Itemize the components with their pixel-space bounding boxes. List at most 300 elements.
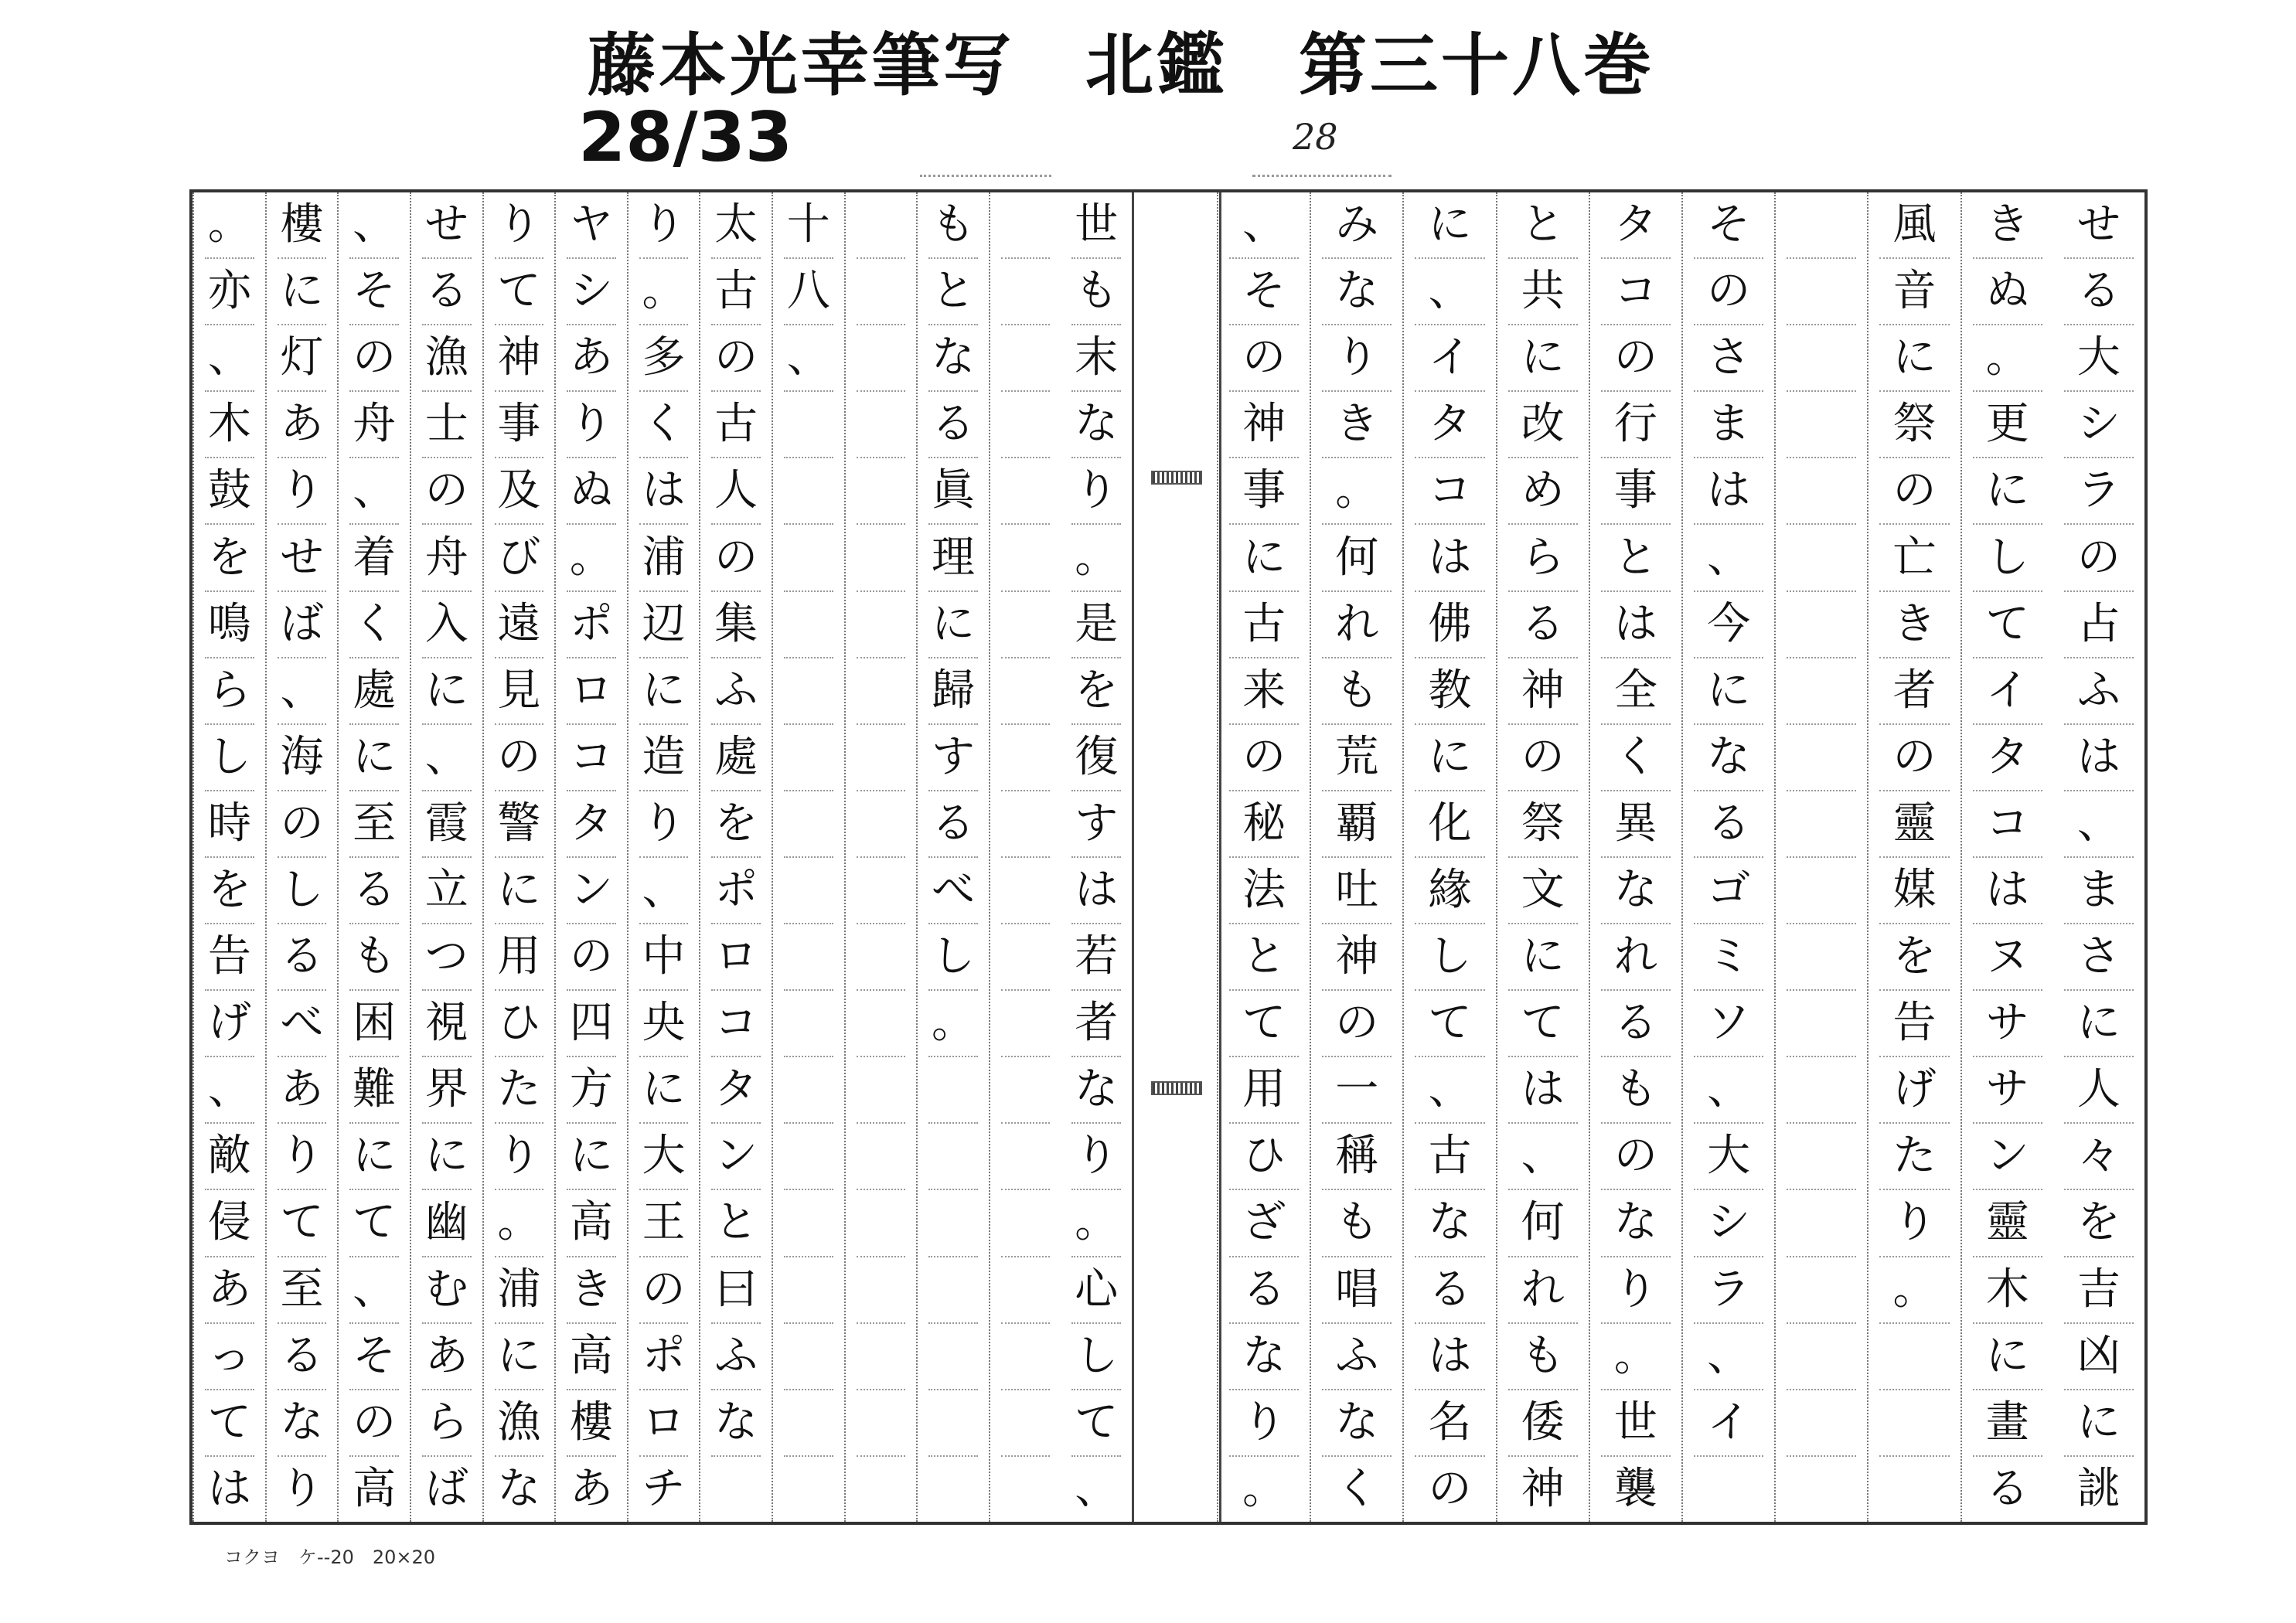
manuscript-cell: く <box>639 392 689 458</box>
manuscript-cell: く <box>1335 1463 1379 1514</box>
manuscript-cell: せ <box>2064 192 2134 259</box>
manuscript-cell: ロ <box>639 1390 689 1457</box>
manuscript-cell: 改 <box>1508 392 1578 458</box>
manuscript-cell: ポ <box>711 858 761 924</box>
manuscript-cell: り <box>278 458 327 525</box>
manuscript-column <box>410 192 482 1522</box>
manuscript-cell <box>1787 1257 1856 1324</box>
manuscript-cell: る <box>349 858 399 924</box>
manuscript-cell: り <box>1229 1390 1299 1457</box>
manuscript-cell: の <box>278 791 327 858</box>
manuscript-cell: ま <box>2064 858 2134 924</box>
manuscript-cell <box>928 1057 978 1124</box>
manuscript-cell: 大 <box>639 1124 689 1190</box>
manuscript-cell: 者 <box>1879 658 1949 725</box>
manuscript-cell: 太 <box>711 192 761 259</box>
manuscript-cell: の <box>1322 991 1392 1057</box>
manuscript-cell: ぬ <box>1973 259 2042 325</box>
manuscript-cell: の <box>1508 725 1578 791</box>
manuscript-cell: て <box>1508 991 1578 1057</box>
manuscript-cell: 唱 <box>1322 1257 1392 1324</box>
manuscript-cell: 至 <box>349 791 399 858</box>
manuscript-cell <box>784 392 833 458</box>
manuscript-cell: 。 <box>567 525 616 591</box>
manuscript-cell <box>784 1457 833 1522</box>
manuscript-cell <box>928 1390 978 1457</box>
manuscript-cell: の <box>711 325 761 392</box>
manuscript-cell: 、 <box>784 325 833 392</box>
document-title: 藤本光幸筆写 北鑑 第三十八巻 <box>588 26 1655 105</box>
manuscript-cell <box>1001 791 1051 858</box>
manuscript-cell: ン <box>711 1124 761 1190</box>
manuscript-cell <box>857 1324 906 1390</box>
manuscript-cell <box>1001 392 1051 458</box>
manuscript-cell <box>1001 1124 1051 1190</box>
manuscript-cell: ら <box>422 1390 472 1457</box>
manuscript-cell: 處 <box>349 658 399 725</box>
manuscript-cell: 祭 <box>1879 392 1949 458</box>
manuscript-cell <box>1879 1457 1949 1522</box>
manuscript-cell: 時 <box>205 791 254 858</box>
manuscript-cell <box>857 325 906 392</box>
manuscript-cell: 亦 <box>205 259 254 325</box>
manuscript-cell: ざ <box>1229 1190 1299 1257</box>
manuscript-cell: る <box>1508 592 1578 658</box>
manuscript-cell: 世 <box>1071 192 1121 259</box>
manuscript-cell: の <box>1428 1463 1472 1514</box>
manuscript-cell <box>1787 392 1856 458</box>
manuscript-cell: の <box>1229 325 1299 392</box>
manuscript-cell: 入 <box>422 592 472 658</box>
manuscript-cell: 神 <box>1521 1463 1565 1514</box>
manuscript-cell: 、 <box>1415 259 1484 325</box>
manuscript-cell: 高 <box>567 1324 616 1390</box>
manuscript-cell: 。 <box>1322 458 1392 525</box>
manuscript-column <box>1217 192 1310 1522</box>
manuscript-cell: 、 <box>1415 1057 1484 1124</box>
manuscript-cell <box>1001 1190 1051 1257</box>
manuscript-cell: る <box>422 259 472 325</box>
manuscript-cell: は <box>1071 858 1121 924</box>
manuscript-cell: 吉 <box>2064 1257 2134 1324</box>
manuscript-cell: 、 <box>205 1057 254 1124</box>
manuscript-cell: 教 <box>1415 658 1484 725</box>
manuscript-cell: 復 <box>1071 725 1121 791</box>
top-dotted-mark-right <box>1252 175 1392 177</box>
manuscript-cell: 界 <box>422 1057 472 1124</box>
manuscript-cell <box>784 1390 833 1457</box>
manuscript-cell: て <box>349 1190 399 1257</box>
manuscript-left-page <box>192 192 1132 1522</box>
manuscript-cell: 神 <box>495 325 544 392</box>
manuscript-cell: そ <box>1229 259 1299 325</box>
manuscript-cell: ヌ <box>1973 924 2042 991</box>
manuscript-cell: コ <box>567 725 616 791</box>
manuscript-cell: に <box>567 1124 616 1190</box>
manuscript-cell: る <box>278 1324 327 1390</box>
manuscript-cell <box>1787 1390 1856 1457</box>
manuscript-cell: 處 <box>711 725 761 791</box>
manuscript-cell: ポ <box>567 592 616 658</box>
manuscript-cell: あ <box>569 1463 613 1514</box>
manuscript-cell: し <box>1415 924 1484 991</box>
manuscript-cell <box>1787 525 1856 591</box>
manuscript-cell: り <box>495 192 544 259</box>
manuscript-column <box>916 192 989 1522</box>
manuscript-cell: 古 <box>1415 1124 1484 1190</box>
manuscript-cell: チ <box>642 1463 686 1514</box>
manuscript-cell: げ <box>205 991 254 1057</box>
manuscript-column <box>1496 192 1589 1522</box>
manuscript-cell: を <box>205 858 254 924</box>
manuscript-cell <box>1787 1324 1856 1390</box>
manuscript-cell: の <box>422 458 472 525</box>
manuscript-cell: 。 <box>1973 325 2042 392</box>
manuscript-cell: 敵 <box>205 1124 254 1190</box>
manuscript-cell <box>784 725 833 791</box>
manuscript-cell: 秘 <box>1229 791 1299 858</box>
manuscript-cell: ロ <box>711 924 761 991</box>
manuscript-cell: 央 <box>639 991 689 1057</box>
manuscript-cell: 警 <box>495 791 544 858</box>
manuscript-cell: 化 <box>1415 791 1484 858</box>
manuscript-cell: も <box>1601 1057 1671 1124</box>
manuscript-cell <box>1787 791 1856 858</box>
manuscript-cell <box>784 658 833 725</box>
manuscript-cell: 幽 <box>422 1190 472 1257</box>
manuscript-cell: 見 <box>495 658 544 725</box>
manuscript-cell: 王 <box>639 1190 689 1257</box>
manuscript-cell: め <box>1508 458 1578 525</box>
manuscript-cell: 告 <box>205 924 254 991</box>
manuscript-cell: 海 <box>278 725 327 791</box>
manuscript-cell: な <box>1601 858 1671 924</box>
manuscript-cell: な <box>1601 1190 1671 1257</box>
manuscript-cell <box>784 1124 833 1190</box>
manuscript-column <box>1867 192 1960 1522</box>
manuscript-column <box>265 192 338 1522</box>
manuscript-cell <box>784 1257 833 1324</box>
manuscript-cell: は <box>1601 592 1671 658</box>
manuscript-cell <box>1001 1324 1051 1390</box>
manuscript-cell: に <box>422 658 472 725</box>
manuscript-column <box>1061 192 1132 1522</box>
manuscript-cell: る <box>278 924 327 991</box>
manuscript-cell: に <box>2064 1390 2134 1457</box>
manuscript-cell: の <box>495 725 544 791</box>
manuscript-column <box>627 192 700 1522</box>
manuscript-right-page <box>1217 192 2144 1522</box>
manuscript-cell: 木 <box>205 392 254 458</box>
manuscript-cell: り <box>567 392 616 458</box>
manuscript-cell: に <box>1229 525 1299 591</box>
manuscript-cell: ふ <box>2064 658 2134 725</box>
manuscript-cell: 者 <box>1071 991 1121 1057</box>
manuscript-cell: に <box>928 592 978 658</box>
manuscript-cell: さ <box>2064 924 2134 991</box>
manuscript-cell: り <box>495 1124 544 1190</box>
manuscript-cell: シ <box>567 259 616 325</box>
manuscript-cell: ソ <box>1694 991 1763 1057</box>
manuscript-cell: 荒 <box>1322 725 1392 791</box>
manuscript-cell <box>857 1390 906 1457</box>
manuscript-cell: り <box>1879 1190 1949 1257</box>
manuscript-cell: 眞 <box>928 458 978 525</box>
manuscript-cell <box>784 525 833 591</box>
manuscript-cell: ン <box>567 858 616 924</box>
manuscript-cell: ふ <box>1322 1324 1392 1390</box>
manuscript-cell: 、 <box>278 658 327 725</box>
manuscript-cell: 。 <box>1601 1324 1671 1390</box>
manuscript-cell: の <box>349 1390 399 1457</box>
manuscript-cell <box>857 1124 906 1190</box>
manuscript-cell: 鳴 <box>205 592 254 658</box>
manuscript-cell: ヤ <box>567 192 616 259</box>
manuscript-cell: 至 <box>278 1257 327 1324</box>
manuscript-column <box>989 192 1061 1522</box>
manuscript-cell <box>1001 259 1051 325</box>
manuscript-cell <box>857 991 906 1057</box>
manuscript-cell: 遠 <box>495 592 544 658</box>
manuscript-cell: に <box>639 658 689 725</box>
manuscript-cell <box>1001 924 1051 991</box>
manuscript-cell: 覇 <box>1322 791 1392 858</box>
manuscript-column <box>1310 192 1402 1522</box>
page-counter: 28/33 <box>578 97 793 177</box>
manuscript-cell <box>857 1457 906 1522</box>
manuscript-cell: な <box>1415 1190 1484 1257</box>
manuscript-column <box>2053 192 2144 1522</box>
manuscript-cell: 十 <box>784 192 833 259</box>
manuscript-cell: も <box>928 192 978 259</box>
document-header <box>588 23 1654 108</box>
manuscript-cell: る <box>1601 991 1671 1057</box>
manuscript-cell <box>928 1257 978 1324</box>
manuscript-cell: あ <box>278 392 327 458</box>
manuscript-cell <box>784 858 833 924</box>
manuscript-cell <box>711 1457 761 1522</box>
manuscript-cell: る <box>928 392 978 458</box>
manuscript-cell: 中 <box>639 924 689 991</box>
manuscript-cell: シ <box>1694 1190 1763 1257</box>
manuscript-cell: 八 <box>784 259 833 325</box>
manuscript-cell: る <box>1229 1257 1299 1324</box>
manuscript-cell: 、 <box>1508 1124 1578 1190</box>
manuscript-cell <box>857 858 906 924</box>
manuscript-cell: 集 <box>711 592 761 658</box>
manuscript-cell: 高 <box>353 1463 397 1514</box>
manuscript-cell: 襲 <box>1613 1463 1657 1514</box>
manuscript-cell: て <box>278 1190 327 1257</box>
manuscript-cell <box>857 1257 906 1324</box>
manuscript-cell: 。 <box>1879 1257 1949 1324</box>
manuscript-cell: 亡 <box>1879 525 1949 591</box>
manuscript-cell: べ <box>928 858 978 924</box>
manuscript-cell: も <box>1322 1190 1392 1257</box>
manuscript-cell <box>1001 1057 1051 1124</box>
manuscript-cell: 。 <box>639 259 689 325</box>
manuscript-cell: き <box>1973 192 2042 259</box>
manuscript-cell: 何 <box>1508 1190 1578 1257</box>
manuscript-cell: あ <box>567 325 616 392</box>
manuscript-cell <box>857 592 906 658</box>
manuscript-cell: タ <box>1601 192 1671 259</box>
manuscript-cell <box>784 1190 833 1257</box>
manuscript-cell <box>784 1057 833 1124</box>
manuscript-cell: 是 <box>1071 592 1121 658</box>
manuscript-cell <box>1787 325 1856 392</box>
manuscript-cell: 理 <box>928 525 978 591</box>
paper-brand-label: コクヨ ケ--20 20×20 <box>224 1546 436 1568</box>
manuscript-cell: ら <box>205 658 254 725</box>
manuscript-cell <box>784 1324 833 1390</box>
manuscript-cell: 浦 <box>639 525 689 591</box>
manuscript-cell: に <box>1508 325 1578 392</box>
manuscript-cell: る <box>2064 259 2134 325</box>
manuscript-column <box>482 192 555 1522</box>
manuscript-cell <box>1787 1057 1856 1124</box>
manuscript-cell: る <box>1985 1463 2029 1514</box>
manuscript-cell <box>1787 1190 1856 1257</box>
manuscript-cell: 誂 <box>2076 1463 2121 1514</box>
manuscript-cell <box>1001 725 1051 791</box>
manuscript-cell: な <box>1071 392 1121 458</box>
manuscript-cell: ン <box>1973 1124 2042 1190</box>
manuscript-cell: ラ <box>1694 1257 1763 1324</box>
manuscript-cell: 、 <box>1694 1057 1763 1124</box>
manuscript-cell: の <box>1879 725 1949 791</box>
manuscript-cell: は <box>639 458 689 525</box>
gutter-mark-top <box>1151 471 1202 485</box>
manuscript-cell: て <box>1973 592 2042 658</box>
manuscript-cell: の <box>1229 725 1299 791</box>
manuscript-cell: べ <box>278 991 327 1057</box>
manuscript-cell: り <box>1322 325 1392 392</box>
manuscript-cell <box>1787 1124 1856 1190</box>
manuscript-cell: 古 <box>711 392 761 458</box>
manuscript-cell: み <box>1322 192 1392 259</box>
manuscript-cell: げ <box>1879 1057 1949 1124</box>
manuscript-cell: 事 <box>1229 458 1299 525</box>
manuscript-cell: 侵 <box>205 1190 254 1257</box>
manuscript-cell: に <box>1415 725 1484 791</box>
manuscript-cell: 、 <box>349 192 399 259</box>
manuscript-cell: な <box>928 325 978 392</box>
manuscript-cell: 神 <box>1322 924 1392 991</box>
manuscript-cell: イ <box>1973 658 2042 725</box>
manuscript-cell: 。 <box>495 1190 544 1257</box>
manuscript-cell: に <box>1879 325 1949 392</box>
manuscript-cell: イ <box>1694 1390 1763 1457</box>
manuscript-cell <box>784 791 833 858</box>
manuscript-cell: な <box>1694 725 1763 791</box>
manuscript-cell: 法 <box>1229 858 1299 924</box>
manuscript-cell: と <box>1229 924 1299 991</box>
manuscript-cell: し <box>928 924 978 991</box>
manuscript-cell: な <box>497 1463 541 1514</box>
manuscript-cell: 事 <box>1601 458 1671 525</box>
manuscript-cell: 霞 <box>422 791 472 858</box>
manuscript-cell: コ <box>711 991 761 1057</box>
manuscript-cell: た <box>1879 1124 1949 1190</box>
manuscript-cell: 歸 <box>928 658 978 725</box>
manuscript-cell: ひ <box>1229 1124 1299 1190</box>
manuscript-cell <box>928 1324 978 1390</box>
manuscript-cell <box>1694 1457 1763 1522</box>
manuscript-cell: 辺 <box>639 592 689 658</box>
manuscript-cell <box>1001 525 1051 591</box>
manuscript-cell: の <box>2064 525 2134 591</box>
manuscript-cell: て <box>495 259 544 325</box>
manuscript-cell <box>857 259 906 325</box>
manuscript-cell <box>1787 259 1856 325</box>
manuscript-cell <box>1787 725 1856 791</box>
manuscript-cell: 視 <box>422 991 472 1057</box>
manuscript-column <box>699 192 772 1522</box>
manuscript-cell: 末 <box>1071 325 1121 392</box>
manuscript-cell: 全 <box>1601 658 1671 725</box>
manuscript-cell: く <box>1601 725 1671 791</box>
manuscript-cell: 、 <box>349 1257 399 1324</box>
manuscript-cell: 、 <box>205 325 254 392</box>
manuscript-cell: に <box>349 1124 399 1190</box>
manuscript-cell: コ <box>1415 458 1484 525</box>
manuscript-cell: に <box>349 725 399 791</box>
manuscript-cell: 何 <box>1322 525 1392 591</box>
manuscript-cell <box>1787 458 1856 525</box>
manuscript-cell: な <box>1322 1390 1392 1457</box>
manuscript-cell <box>1001 325 1051 392</box>
manuscript-cell: タ <box>567 791 616 858</box>
manuscript-paper <box>189 189 2148 1525</box>
manuscript-cell: 告 <box>1879 991 1949 1057</box>
manuscript-cell <box>928 1190 978 1257</box>
manuscript-cell: て <box>1229 991 1299 1057</box>
manuscript-cell: り <box>280 1463 324 1514</box>
manuscript-cell: に <box>1694 658 1763 725</box>
manuscript-cell: 困 <box>349 991 399 1057</box>
manuscript-cell <box>857 392 906 458</box>
manuscript-cell: イ <box>1415 325 1484 392</box>
manuscript-column <box>1774 192 1867 1522</box>
manuscript-cell: 舟 <box>422 525 472 591</box>
manuscript-cell: し <box>1071 1324 1121 1390</box>
manuscript-cell: し <box>278 858 327 924</box>
manuscript-cell <box>1001 1257 1051 1324</box>
manuscript-cell: て <box>1415 991 1484 1057</box>
manuscript-cell: に <box>495 1324 544 1390</box>
manuscript-cell: に <box>2064 991 2134 1057</box>
manuscript-column <box>1960 192 2053 1522</box>
manuscript-cell: 灯 <box>278 325 327 392</box>
manuscript-cell: も <box>1508 1324 1578 1390</box>
manuscript-cell: 、 <box>2064 791 2134 858</box>
manuscript-cell <box>1787 991 1856 1057</box>
manuscript-cell: 大 <box>1694 1124 1763 1190</box>
manuscript-column <box>554 192 627 1522</box>
manuscript-cell: 士 <box>422 392 472 458</box>
manuscript-cell: 々 <box>2064 1124 2134 1190</box>
manuscript-cell: つ <box>422 924 472 991</box>
manuscript-cell: ひ <box>495 991 544 1057</box>
manuscript-cell: る <box>1415 1257 1484 1324</box>
manuscript-cell: な <box>1071 1057 1121 1124</box>
manuscript-cell: り <box>278 1124 327 1190</box>
manuscript-cell: さ <box>1694 325 1763 392</box>
manuscript-cell: あ <box>422 1324 472 1390</box>
manuscript-column <box>772 192 844 1522</box>
manuscript-cell: は <box>2064 725 2134 791</box>
